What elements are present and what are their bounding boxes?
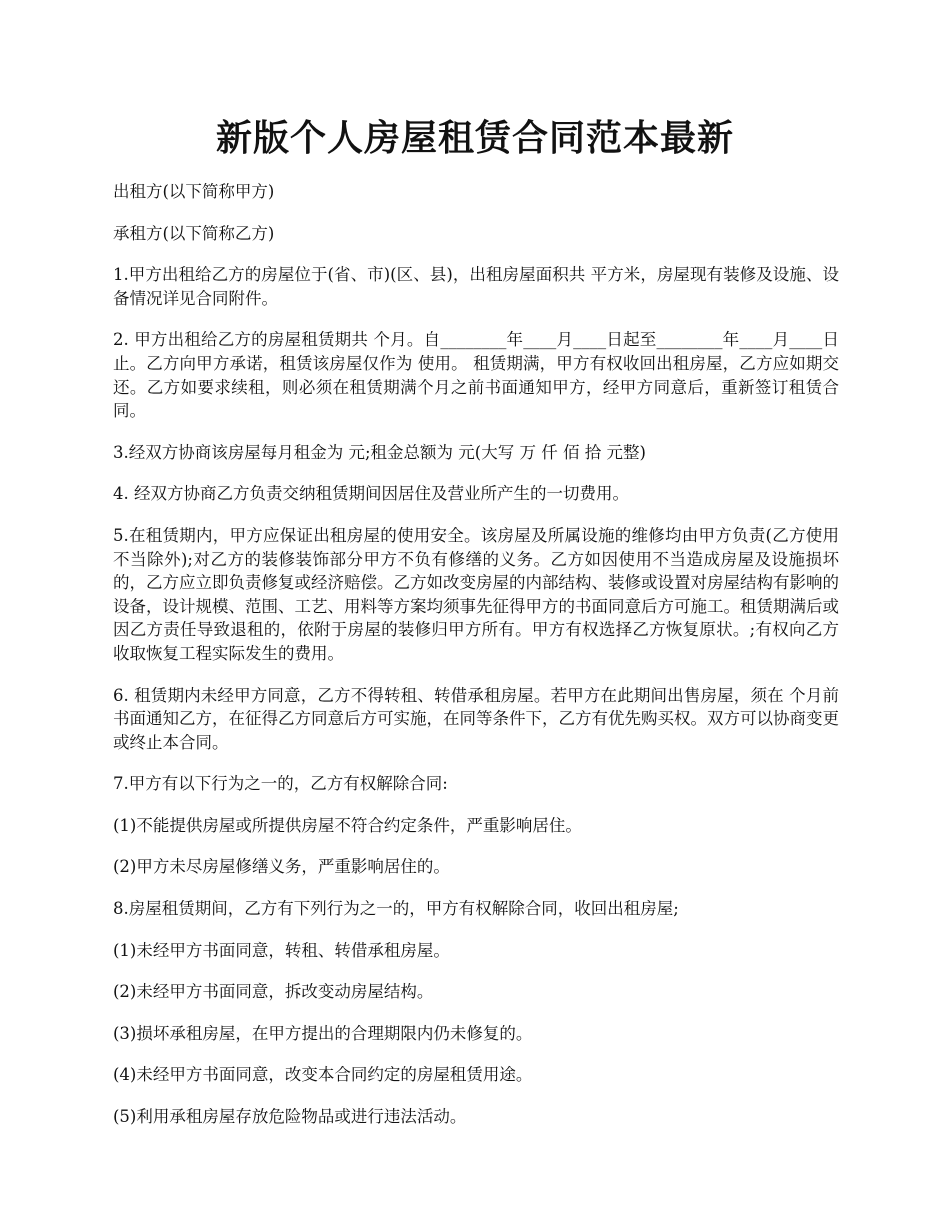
clause-8: 8.房屋租赁期间，乙方有下列行为之一的，甲方有权解除合同，收回出租房屋; bbox=[113, 899, 679, 919]
party-b-line: 承租方(以下简称乙方) bbox=[113, 223, 275, 243]
clause-7: 7.甲方有以下行为之一的，乙方有权解除合同: bbox=[113, 774, 448, 794]
clause-3: 3.经双方协商该房屋每月租金为 元;租金总额为 元(大写 万 仟 佰 拾 元整) bbox=[113, 442, 646, 462]
clause-8-item-1: (1)未经甲方书面同意，转租、转借承租房屋。 bbox=[113, 940, 450, 960]
clause-6: 6. 租赁期内未经甲方同意，乙方不得转租、转借承租房屋。若甲方在此期间出售房屋，须在 个月前书面通知乙方，在征得乙方同意后方可实施，在同等条件下，乙方有优先购买权。双方可以协商变更或终止本合同。 bbox=[113, 685, 839, 752]
clause-8-item-2: (2)未经甲方书面同意，拆改变动房屋结构。 bbox=[113, 982, 434, 1002]
party-a-line: 出租方(以下简称甲方) bbox=[113, 182, 275, 201]
clause-2: 2. 甲方出租给乙方的房屋租赁期共 个月。自________年____月____日起至________年____月____日止。乙方向甲方承诺，租赁该房屋仅作为 使用。 租赁期满，甲方有权收回出租房屋，乙方应如期交还。乙方如要求续租，则必须在租赁期满个月之前书面通知甲方，经甲方同意后，重新签订租赁合同。 bbox=[113, 330, 839, 421]
clause-7-item-2: (2)甲方未尽房屋修缮义务，严重影响居住的。 bbox=[113, 857, 450, 877]
clause-8-item-5: (5)利用承租房屋存放危险物品或进行违法活动。 bbox=[113, 1107, 467, 1127]
clause-4: 4. 经双方协商乙方负责交纳租赁期间因居住及营业所产生的一切费用。 bbox=[113, 484, 629, 504]
document-body bbox=[113, 180, 839, 1147]
clause-5: 5.在租赁期内，甲方应保证出租房屋的使用安全。该房屋及所属设施的维修均由甲方负责(乙方使用不当除外);对乙方的装修装饰部分甲方不负有修缮的义务。乙方如因使用不当造成房屋及设施损坏的，乙方应立即负责修复或经济赔偿。乙方如改变房屋的内部结构、装修或设置对房屋结构有影响的设备，设计规模、范围、工艺、用料等方案均须事先征得甲方的书面同意后方可施工。租赁期满后或因乙方责任导致退租的，依附于房屋的装修归甲方所有。甲方有权选择乙方恢复原状。;有权向乙方收取恢复工程实际发生的费用。 bbox=[113, 525, 839, 663]
clause-1: 1.甲方出租给乙方的房屋位于(省、市)(区、县)，出租房屋面积共 平方米，房屋现有装修及设施、设备情况详见合同附件。 bbox=[113, 265, 839, 308]
clause-7-item-1: (1)不能提供房屋或所提供房屋不符合约定条件，严重影响居住。 bbox=[113, 815, 582, 835]
document-title: 新版个人房屋租赁合同范本最新 bbox=[215, 117, 734, 159]
clause-8-item-4: (4)未经甲方书面同意，改变本合同约定的房屋租赁用途。 bbox=[113, 1065, 533, 1085]
clause-8-item-3: (3)损坏承租房屋，在甲方提出的合理期限内仍未修复的。 bbox=[113, 1023, 533, 1043]
